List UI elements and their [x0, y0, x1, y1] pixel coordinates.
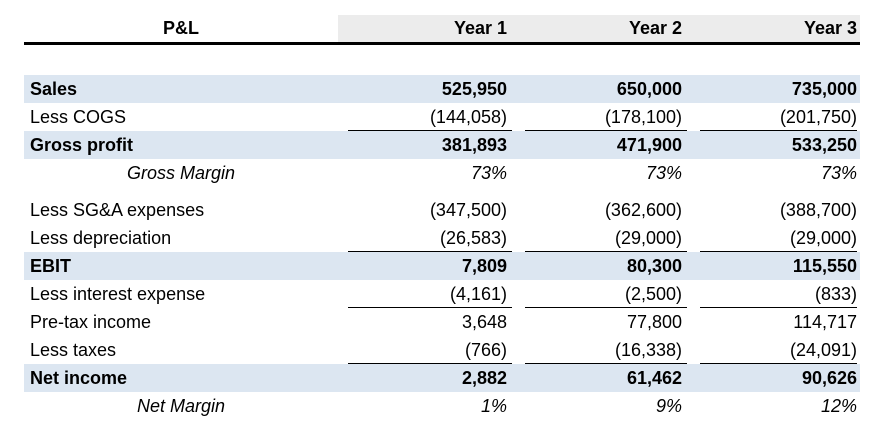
cell-year2: (362,600)	[604, 199, 682, 220]
cell-year2: 9%	[655, 395, 682, 416]
row-label: Less depreciation	[30, 227, 172, 248]
cell-year2: 73%	[645, 162, 682, 183]
cell-year1: 7,809	[338, 252, 515, 280]
spacer-row	[24, 187, 860, 196]
row-label: Net income	[24, 364, 338, 392]
row-label: Gross profit	[24, 131, 338, 159]
row-label: Net Margin	[136, 395, 226, 416]
spacer-row	[24, 44, 860, 76]
cell-year1: (4,161)	[338, 280, 515, 308]
row-less-depreciation	[24, 224, 860, 252]
row-gross-margin	[24, 159, 860, 187]
row-net-margin	[24, 392, 860, 420]
cell-year3: (29,000)	[690, 224, 860, 252]
cell-year2: 61,462	[515, 364, 690, 392]
header-row	[24, 15, 860, 44]
col-header-year1: Year 1	[338, 15, 515, 44]
row-label: Pre-tax income	[30, 311, 152, 332]
cell-year1: (144,058)	[338, 103, 515, 131]
cell-year3: 735,000	[690, 75, 860, 103]
row-pre-tax-income	[24, 308, 860, 336]
cell-year1: 3,648	[461, 311, 507, 332]
cell-year1: (26,583)	[338, 224, 515, 252]
row-less-sga-expenses	[24, 196, 860, 224]
cell-year3: (201,750)	[690, 103, 860, 131]
row-net-income	[24, 364, 860, 392]
row-label: Less taxes	[30, 339, 117, 360]
row-less-interest-expense	[24, 280, 860, 308]
cell-year3: (833)	[690, 280, 860, 308]
cell-year1: 525,950	[338, 75, 515, 103]
table-title: P&L	[24, 15, 338, 44]
cell-year2: (29,000)	[515, 224, 690, 252]
cell-year2: 77,800	[626, 311, 682, 332]
cell-year3: 115,550	[690, 252, 860, 280]
row-label: EBIT	[24, 252, 338, 280]
cell-year1: (766)	[338, 336, 515, 364]
cell-year3: 533,250	[690, 131, 860, 159]
row-label: Less SG&A expenses	[30, 199, 205, 220]
cell-year2: (16,338)	[515, 336, 690, 364]
cell-year1: 381,893	[338, 131, 515, 159]
row-sales	[24, 75, 860, 103]
row-label: Gross Margin	[126, 162, 236, 183]
col-header-year2: Year 2	[515, 15, 690, 44]
cell-year2: 471,900	[515, 131, 690, 159]
cell-year1: 1%	[480, 395, 507, 416]
cell-year3: 114,717	[793, 311, 857, 332]
cell-year3: (388,700)	[779, 199, 857, 220]
cell-year2: (2,500)	[515, 280, 690, 308]
cell-year3: 12%	[820, 395, 857, 416]
pnl-table	[24, 15, 860, 420]
cell-year3: (24,091)	[690, 336, 860, 364]
row-label: Less COGS	[30, 106, 127, 127]
row-ebit	[24, 252, 860, 280]
cell-year3: 73%	[820, 162, 857, 183]
col-header-year3: Year 3	[690, 15, 860, 44]
cell-year2: 80,300	[515, 252, 690, 280]
cell-year1: 2,882	[338, 364, 515, 392]
row-less-cogs	[24, 103, 860, 131]
row-less-taxes	[24, 336, 860, 364]
row-label: Less interest expense	[30, 283, 206, 304]
pnl-statement	[24, 15, 883, 420]
cell-year3: 90,626	[690, 364, 860, 392]
cell-year1: 73%	[470, 162, 507, 183]
cell-year1: (347,500)	[429, 199, 507, 220]
row-label: Sales	[24, 75, 338, 103]
cell-year2: (178,100)	[515, 103, 690, 131]
cell-year2: 650,000	[515, 75, 690, 103]
row-gross-profit	[24, 131, 860, 159]
